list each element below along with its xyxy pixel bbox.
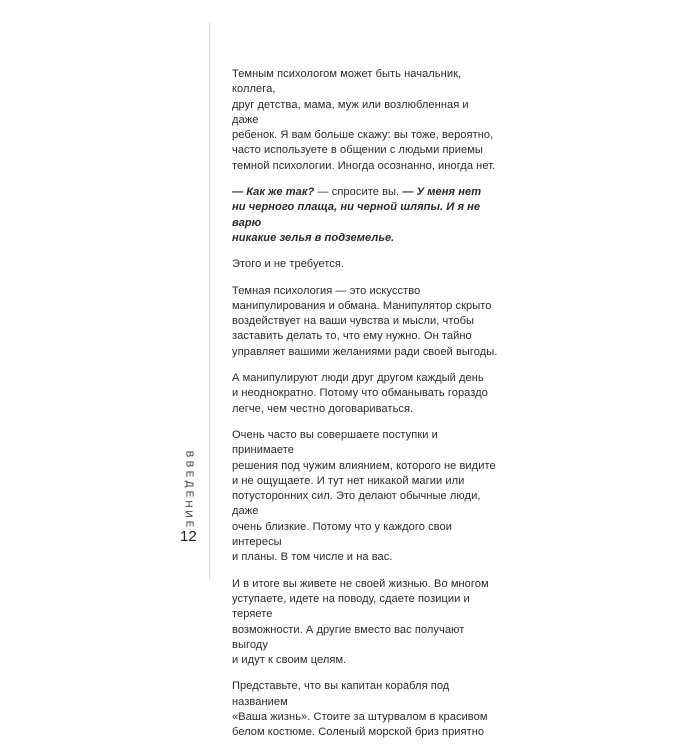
running-head-letter: Е bbox=[182, 520, 194, 528]
paragraph-dark-psychologist: Темным психологом может быть начальник, коллега, друг детства, мама, муж или возлюбленная и даже ребенок. Я вам больше скажу: вы тоже, вероятно, часто используете в общении с людьми приемы темной психологии. Иногда осознанно, иногда нет. bbox=[232, 68, 496, 172]
dialogue-attribution: — спросите вы. bbox=[314, 186, 403, 199]
page-number: 12 bbox=[180, 528, 197, 545]
running-head-letter: В bbox=[182, 460, 194, 468]
body-text bbox=[232, 67, 498, 752]
running-head-letter: Н bbox=[182, 500, 194, 508]
paragraph-influence: Очень часто вы совершаете поступки и принимаете решения под чужим влиянием, которого не видите и не ощущаете. И тут нет никакой магии или потусторонних сил. Это делают обычные люди, даже очень близкие. Потому что у каждого свои интересы и планы. В том числе и на вас. bbox=[232, 428, 496, 564]
paragraph-not-required: Этого и не требуется. bbox=[232, 258, 345, 271]
running-head-letter: В bbox=[182, 450, 194, 458]
page-left-rule bbox=[209, 22, 210, 580]
running-head-letter: Е bbox=[182, 470, 194, 478]
paragraph-definition: Темная психология — это искусство манипулирования и обмана. Манипулятор скрыто воздействует на ваши чувства и мысли, чтобы заставить делать то, что ему нужно. Он тайно управляет вашими желаниями ради своей выгоды. bbox=[232, 284, 498, 358]
dialogue-reply: — У меня нет ни черного плаща, ни черной шляпы. И я не варю никакие зелья в подземелье. bbox=[232, 186, 482, 244]
running-head-section-title bbox=[178, 449, 198, 529]
dialogue-paragraph bbox=[232, 185, 498, 246]
paragraph-consequences: И в итоге вы живете не своей жизнью. Во многом уступаете, идете на поводу, сдаете позиции и теряете возможности. А другие вместо вас получают выгоду и идут к своим целям. bbox=[232, 577, 489, 667]
running-head-letter: Е bbox=[182, 490, 194, 498]
paragraph-daily-manipulation: А манипулируют люди друг другом каждый день и неоднократно. Потому что обманывать гораздо легче, чем честно договариваться. bbox=[232, 372, 488, 415]
running-head-letter: И bbox=[183, 510, 194, 518]
paragraph-captain: Представьте, что вы капитан корабля под названием «Ваша жизнь». Стоите за штурвалом в красивом белом костюме. Соленый морской бриз приятно bbox=[232, 680, 488, 739]
dialogue-question: — Как же так? bbox=[232, 186, 315, 199]
running-head-letter: Д bbox=[183, 480, 194, 488]
